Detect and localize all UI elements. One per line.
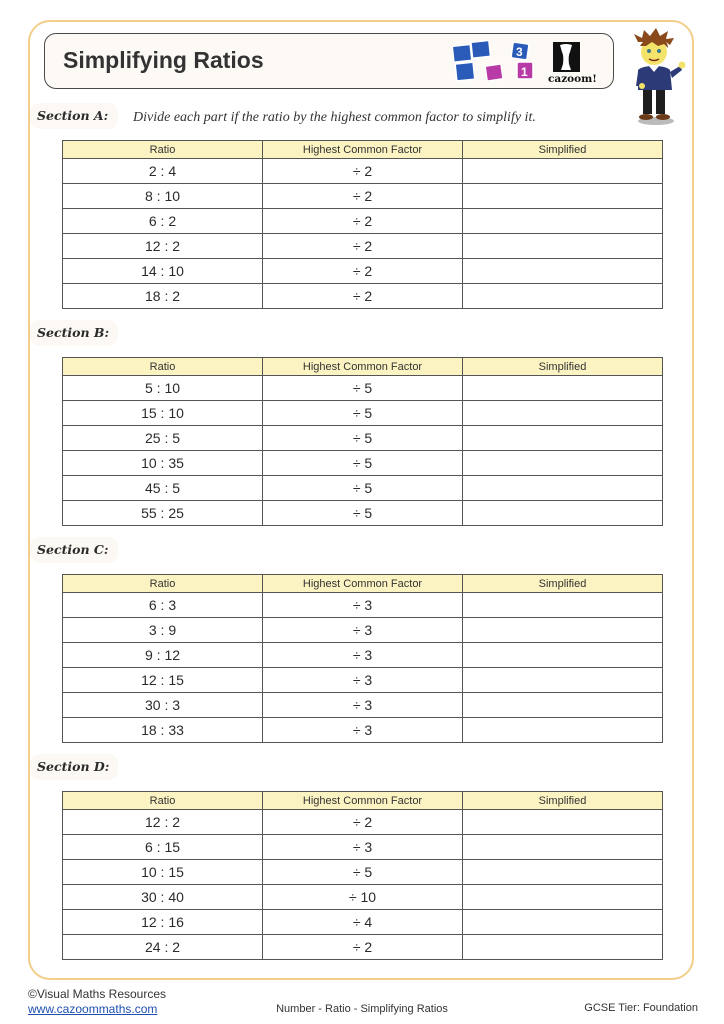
hcf-cell: ÷ 2 [263, 234, 463, 259]
table-row [63, 860, 663, 885]
answer-cell[interactable] [463, 376, 663, 401]
answer-cell[interactable] [463, 718, 663, 743]
answer-cell[interactable] [463, 159, 663, 184]
table-row [63, 401, 663, 426]
hcf-cell: ÷ 2 [263, 284, 463, 309]
table-row [63, 668, 663, 693]
hcf-cell: ÷ 2 [263, 159, 463, 184]
section-a-label [30, 103, 118, 129]
hcf-cell: ÷ 2 [263, 935, 463, 960]
table-header-row [63, 792, 663, 810]
table-row [63, 718, 663, 743]
answer-cell[interactable] [463, 184, 663, 209]
hcf-cell: ÷ 2 [263, 209, 463, 234]
hcf-cell: ÷ 4 [263, 910, 463, 935]
answer-cell[interactable] [463, 810, 663, 835]
page-title: Simplifying Ratios [63, 47, 264, 73]
svg-text:cazoom!: cazoom! [548, 73, 597, 85]
ratio-cell: 3 : 9 [63, 618, 263, 643]
col-ratio: Ratio [63, 792, 263, 810]
hcf-cell: ÷ 5 [263, 476, 463, 501]
table-row [63, 643, 663, 668]
col-hcf: Highest Common Factor [263, 358, 463, 376]
ratio-cell: 55 : 25 [63, 501, 263, 526]
hcf-cell: ÷ 2 [263, 259, 463, 284]
ratio-cell: 14 : 10 [63, 259, 263, 284]
mascot-character-icon [624, 28, 688, 128]
hcf-cell: ÷ 3 [263, 693, 463, 718]
hcf-cell: ÷ 3 [263, 718, 463, 743]
ratio-cell: 10 : 35 [63, 451, 263, 476]
table-row [63, 501, 663, 526]
col-hcf: Highest Common Factor [263, 141, 463, 159]
answer-cell[interactable] [463, 693, 663, 718]
cazoom-logo-icon [450, 38, 610, 86]
table-row [63, 593, 663, 618]
table-row [63, 234, 663, 259]
section-c-table [62, 574, 663, 743]
ratio-cell: 30 : 40 [63, 885, 263, 910]
col-ratio: Ratio [63, 575, 263, 593]
col-ratio: Ratio [63, 358, 263, 376]
col-simplified: Simplified [463, 141, 663, 159]
table-row [63, 259, 663, 284]
answer-cell[interactable] [463, 426, 663, 451]
answer-cell[interactable] [463, 910, 663, 935]
hcf-cell: ÷ 10 [263, 885, 463, 910]
answer-cell[interactable] [463, 643, 663, 668]
ratio-cell: 5 : 10 [63, 376, 263, 401]
ratio-cell: 24 : 2 [63, 935, 263, 960]
table-header-row [63, 358, 663, 376]
section-label-text: Section B: [37, 325, 110, 340]
hcf-cell: ÷ 5 [263, 501, 463, 526]
section-d-table [62, 791, 663, 960]
table-row [63, 885, 663, 910]
answer-cell[interactable] [463, 259, 663, 284]
section-a-table [62, 140, 663, 309]
website-link[interactable]: www.cazoommaths.com [28, 1002, 158, 1016]
ratio-cell: 12 : 2 [63, 810, 263, 835]
hcf-cell: ÷ 3 [263, 618, 463, 643]
table-row [63, 618, 663, 643]
ratio-cell: 6 : 3 [63, 593, 263, 618]
answer-cell[interactable] [463, 593, 663, 618]
table-row [63, 810, 663, 835]
hcf-cell: ÷ 5 [263, 451, 463, 476]
table-row [63, 476, 663, 501]
answer-cell[interactable] [463, 618, 663, 643]
table-header-row [63, 141, 663, 159]
table-row [63, 209, 663, 234]
section-label-text: Section D: [37, 759, 110, 774]
answer-cell[interactable] [463, 401, 663, 426]
ratio-cell: 8 : 10 [63, 184, 263, 209]
col-simplified: Simplified [463, 792, 663, 810]
hcf-cell: ÷ 3 [263, 835, 463, 860]
hcf-cell: ÷ 3 [263, 643, 463, 668]
ratio-cell: 15 : 10 [63, 401, 263, 426]
col-simplified: Simplified [463, 358, 663, 376]
title-box [44, 33, 614, 89]
table-row [63, 184, 663, 209]
table-row [63, 426, 663, 451]
answer-cell[interactable] [463, 935, 663, 960]
hcf-cell: ÷ 5 [263, 401, 463, 426]
table-row [63, 284, 663, 309]
ratio-cell: 10 : 15 [63, 860, 263, 885]
answer-cell[interactable] [463, 835, 663, 860]
ratio-cell: 9 : 12 [63, 643, 263, 668]
table-row [63, 159, 663, 184]
ratio-cell: 18 : 33 [63, 718, 263, 743]
instructions: Divide each part if the ratio by the highest common factor to simplify it. [133, 110, 536, 125]
footer-tier: GCSE Tier: Foundation [584, 1002, 698, 1014]
section-b-table [62, 357, 663, 526]
answer-cell[interactable] [463, 501, 663, 526]
section-d-label [30, 754, 118, 780]
ratio-cell: 25 : 5 [63, 426, 263, 451]
table-row [63, 693, 663, 718]
answer-cell[interactable] [463, 885, 663, 910]
hcf-cell: ÷ 2 [263, 184, 463, 209]
table-row [63, 835, 663, 860]
hcf-cell: ÷ 3 [263, 593, 463, 618]
ratio-cell: 12 : 2 [63, 234, 263, 259]
table-row [63, 910, 663, 935]
table-header-row [63, 575, 663, 593]
section-c-label [30, 537, 118, 563]
ratio-cell: 12 : 16 [63, 910, 263, 935]
answer-cell[interactable] [463, 234, 663, 259]
hcf-cell: ÷ 5 [263, 426, 463, 451]
svg-text:1: 1 [521, 65, 528, 79]
hcf-cell: ÷ 3 [263, 668, 463, 693]
hcf-cell: ÷ 2 [263, 810, 463, 835]
answer-cell[interactable] [463, 860, 663, 885]
col-simplified: Simplified [463, 575, 663, 593]
table-row [63, 376, 663, 401]
answer-cell[interactable] [463, 284, 663, 309]
answer-cell[interactable] [463, 451, 663, 476]
footer-topic: Number - Ratio - Simplifying Ratios [276, 1003, 448, 1015]
col-hcf: Highest Common Factor [263, 575, 463, 593]
col-hcf: Highest Common Factor [263, 792, 463, 810]
section-label-text: Section A: [37, 108, 109, 123]
ratio-cell: 30 : 3 [63, 693, 263, 718]
ratio-cell: 12 : 15 [63, 668, 263, 693]
section-b-label [30, 320, 118, 346]
answer-cell[interactable] [463, 476, 663, 501]
table-row [63, 451, 663, 476]
ratio-cell: 18 : 2 [63, 284, 263, 309]
ratio-cell: 6 : 2 [63, 209, 263, 234]
hcf-cell: ÷ 5 [263, 860, 463, 885]
ratio-cell: 6 : 15 [63, 835, 263, 860]
section-label-text: Section C: [37, 542, 109, 557]
answer-cell[interactable] [463, 668, 663, 693]
svg-text:3: 3 [516, 45, 523, 59]
copyright-text: ©Visual Maths Resources [28, 987, 167, 1001]
hcf-cell: ÷ 5 [263, 376, 463, 401]
ratio-cell: 45 : 5 [63, 476, 263, 501]
ratio-cell: 2 : 4 [63, 159, 263, 184]
col-ratio: Ratio [63, 141, 263, 159]
table-row [63, 935, 663, 960]
answer-cell[interactable] [463, 209, 663, 234]
